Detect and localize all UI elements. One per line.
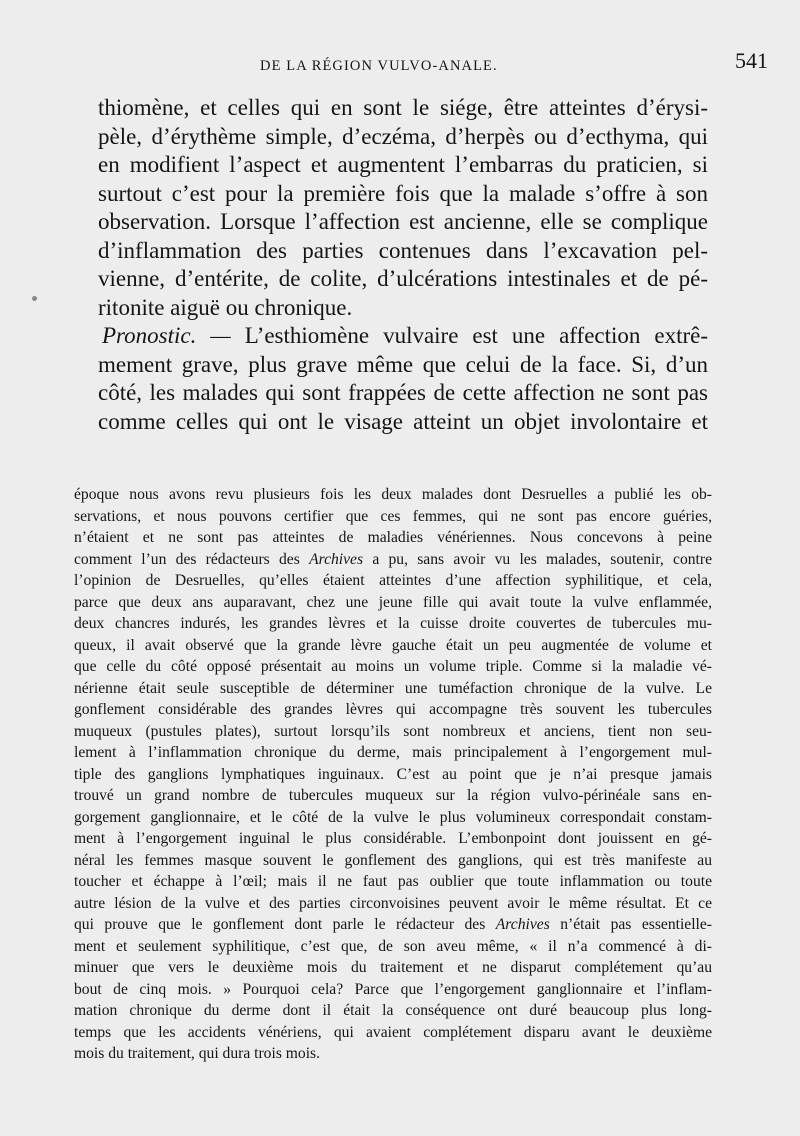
footnote-line: néral les femmes masque souvent le gonflement des ganglions, qui est très manifeste au	[74, 851, 712, 869]
footnote-line: deux chancres indurés, les grandes lèvres et la cuisse droite couvertes de tubercules mu-	[74, 615, 712, 632]
main-text-line: mement grave, plus grave même que celui de la face. Si, d’un	[98, 351, 708, 377]
footnote-line: trouvé un grand nombre de tubercules muqueux sur la région vulvo-périnéale sans en-	[74, 787, 712, 804]
footnote-line: ment à l’engorgement inguinal le plus considérable. L’embonpoint dont jouissent en gé-	[74, 830, 712, 847]
footnote-line: ment et seulement syphilitique, c’est que, de son aveu même, « il n’a commencé à di-	[74, 937, 712, 955]
footnote-line-archives	[74, 549, 712, 571]
main-text-line: côté, les malades qui sont frappées de cette affection ne sont pas	[98, 380, 708, 405]
main-text-line: comme celles qui ont le visage atteint un objet involontaire et	[98, 408, 708, 434]
page-number: 541	[735, 48, 768, 73]
footnote-line: mois du traitement, qui dura trois mois.	[74, 1045, 321, 1062]
main-text-line-pronostic	[102, 322, 708, 351]
main-text-line: pèle, d’érythème simple, d’eczéma, d’herpès ou d’ecthyma, qui	[98, 123, 708, 149]
main-text-line: d’inflammation des parties contenues dans l’excavation pel-	[98, 237, 708, 263]
footnote-line: autre lésion de la vulve et des parties circonvoisines peuvent avoir le même résultat. Et ce	[74, 894, 712, 912]
footnote-line: toucher et échappe à l’œil; mais il ne faut pas oublier que toute inflammation ou toute	[74, 873, 712, 890]
footnote-line: époque nous avons revu plusieurs fois les deux malades dont Desruelles a publié les ob-	[74, 486, 712, 503]
footnote-line: queux, il avait observé que la grande lèvre gauche était un peu augmentée de volume et	[74, 636, 712, 654]
footnote-text: a pu, sans avoir vu les malades, soutenir, contre	[372, 550, 713, 568]
footnote-text: qui prouve que le gonflement dont parle le rédacteur des	[74, 916, 486, 933]
main-text-line: surtout c’est pour la première fois que la malade s’offre à son	[98, 180, 708, 206]
footnote-line: n’étaient et ne sont pas atteintes de maladies vénériennes. Nous concevons à peine	[74, 529, 712, 546]
running-title: DE LA RÉGION VULVO-ANALE.	[260, 58, 498, 74]
main-text-line: thiomène, et celles qui en sont le siége, être atteintes d’érysi-	[98, 95, 708, 120]
main-text-line: ritonite aiguë ou chronique.	[98, 294, 353, 320]
footnote-line: parce que deux ans auparavant, chez une jeune fille qui avait toute la vulve enflammée,	[74, 593, 712, 611]
footnote-line: l’opinion de Desruelles, qu’elles étaient atteintes d’une affection syphilitique, et cela,	[74, 572, 712, 589]
footnote-line: minuer que vers le deuxième mois du traitement et ne disparut complétement qu’au	[74, 959, 712, 976]
main-text-line: observation. Lorsque l’affection est ancienne, elle se complique	[98, 209, 708, 234]
footnote-block	[74, 484, 712, 1065]
footnote-line: tiple des ganglions lymphatiques inguinaux. C’est au point que je n’ai presque jamais	[74, 765, 712, 783]
archives-title: Archives	[495, 916, 550, 933]
footnote-line: muqueux (pustules plates), surtout lorsqu’ils sont nombreux et anciens, tient non seu-	[74, 722, 712, 740]
archives-title: Archives	[309, 550, 364, 568]
footnote-text: comment l’un des rédacteurs des	[74, 550, 300, 568]
footnote-line: bout de cinq mois. » Pourquoi cela? Parce que l’engorgement ganglionnaire et l’inflam-	[74, 980, 712, 998]
section-label-pronostic: Pronostic. —	[102, 323, 231, 348]
footnote-line: mation chronique du derme dont il était la conséquence ont duré beaucoup plus long-	[74, 1002, 712, 1019]
main-text-block	[98, 94, 708, 436]
main-text-line-rest: L’esthiomène vulvaire est une affection extrê-	[244, 323, 708, 348]
footnote-line: servations, et nous pouvons certifier que ces femmes, qui ne sont pas encore guéries,	[74, 507, 712, 525]
footnote-line-archives	[74, 914, 712, 936]
footnote-text: n’était pas essentielle-	[560, 916, 712, 933]
margin-speck	[32, 296, 37, 301]
footnote-line: que celle du côté opposé présentait au moins un volume triple. Comme si la maladie vé-	[74, 658, 712, 675]
main-text-line: en modifient l’aspect et augmentent l’embarras du praticien, si	[98, 152, 708, 177]
footnote-line: nérienne était seule susceptible de déterminer une tuméfaction chronique de la vulve. Le	[74, 679, 712, 697]
footnote-line: lement à l’inflammation chronique du derme, mais principalement à l’engorgement mul-	[74, 744, 712, 761]
footnote-line: gonflement considérable des grandes lèvres qui accompagne très souvent les tubercules	[74, 701, 712, 718]
main-text-line: vienne, d’entérite, de colite, d’ulcérations intestinales et de pé-	[98, 266, 708, 291]
footnote-line: temps que les accidents vénériens, qui avaient complétement disparu avant le deuxième	[74, 1023, 712, 1041]
footnote-line: gorgement ganglionnaire, et le côté de la vulve le plus volumineux correspondait constam-	[74, 808, 712, 826]
